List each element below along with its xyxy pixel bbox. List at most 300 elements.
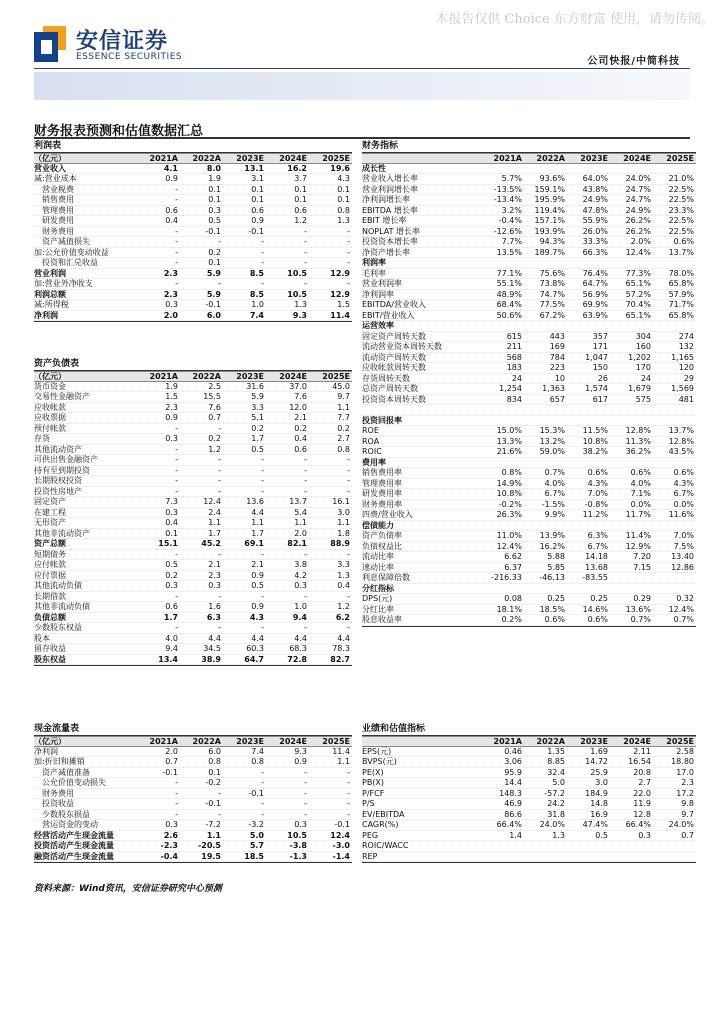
cell-value [524, 258, 567, 268]
cell-value: 1,363 [542, 384, 565, 393]
cell-value: 12.0 [289, 402, 307, 412]
row-label: 利润总额 [34, 289, 66, 299]
cell-value: 66.4% [625, 820, 651, 829]
cell-value: 12.4% [496, 541, 522, 551]
cell-value: 25.9 [590, 767, 608, 777]
cell-value: - [261, 258, 264, 267]
cell-value: 1,569 [671, 384, 694, 393]
cell-value: 65.8% [668, 279, 694, 288]
cell-value: -0.8% [584, 499, 608, 509]
cell-value: 93.6% [539, 174, 565, 183]
cell-value: 66.3% [582, 247, 608, 257]
cell-value [524, 584, 567, 594]
cell-value: 24.0% [539, 820, 565, 829]
cell-value: 2.0 [163, 310, 178, 320]
table-row [362, 300, 696, 311]
table-end-rule [362, 626, 696, 627]
cell-value: - [347, 767, 350, 777]
cell-value: 150 [592, 363, 608, 372]
cell-value: - [218, 591, 221, 601]
cell-value: 1.9 [208, 174, 221, 183]
cell-value: - [304, 591, 307, 601]
cell-value [610, 416, 653, 426]
cell-value: - [261, 799, 264, 808]
cell-value: 13.7 [289, 497, 307, 506]
cell-value: 16.9 [590, 809, 608, 819]
cell-value [524, 405, 567, 415]
table-row [362, 437, 696, 448]
cell-value: 65.1% [625, 310, 651, 320]
table-row [362, 820, 696, 831]
cell-value: -0.1 [248, 788, 264, 798]
cell-value [653, 405, 696, 415]
table-row [362, 174, 696, 185]
cell-value: 1.4 [509, 830, 522, 840]
table-header [34, 736, 352, 747]
row-label: 加:营业外净收支 [34, 279, 93, 288]
table-row [362, 458, 696, 469]
table-row [362, 521, 696, 532]
cell-value: 575 [635, 394, 651, 404]
cell-value: - [175, 444, 178, 454]
table-row [34, 497, 352, 508]
cell-value: 12.9 [330, 289, 350, 299]
cell-value: 120 [678, 363, 694, 372]
table-header [362, 153, 696, 164]
cell-value: 1,202 [628, 352, 651, 362]
cell-value: 11.2% [582, 510, 608, 519]
table-row [362, 594, 696, 605]
cell-value: -13.4% [493, 195, 522, 204]
row-label: 投资收益 [34, 799, 74, 808]
cell-value: 2023E [580, 737, 608, 746]
cell-value [524, 321, 567, 331]
cell-value: 13.40 [671, 552, 694, 561]
cell-value: -0.1 [248, 226, 264, 236]
cell-value: 56.9% [582, 289, 608, 299]
cell-value: 38.2% [582, 447, 608, 456]
cell-value: -3.0 [332, 841, 350, 850]
cell-value: 9.4 [292, 612, 307, 622]
cell-value: 14.4 [504, 778, 522, 787]
cell-value: 0.8 [337, 205, 350, 215]
cell-value: 0.3 [638, 830, 651, 840]
cash-flow-statement [34, 723, 352, 863]
cell-value: - [304, 279, 307, 288]
table-row [34, 487, 352, 498]
cell-value: 3.7 [294, 174, 307, 183]
cell-value: 13.9% [539, 531, 565, 540]
row-label: 利润率 [362, 258, 386, 267]
cell-value: 1,574 [585, 384, 608, 393]
row-label: 分红指标 [362, 583, 394, 593]
cell-value: 0.2 [208, 434, 221, 443]
row-label: 长期股权投资 [34, 476, 82, 485]
row-label: PE(X) [362, 767, 384, 777]
cell-value: 13.5% [496, 247, 522, 257]
cell-value: 0.4 [294, 434, 307, 443]
cell-value: 0.6 [294, 444, 307, 454]
cell-value: 0.6% [544, 615, 565, 624]
cell-value: - [175, 455, 178, 464]
cell-value: 0.1 [208, 184, 221, 194]
cell-value: 2024E [623, 154, 651, 163]
cell-value: 2.11 [633, 746, 651, 756]
cell-value [524, 416, 567, 426]
table-row [362, 426, 696, 437]
row-label: 流动营业资本周转天数 [362, 342, 442, 351]
cell-value: 2021A [149, 737, 178, 746]
cell-value: 59.0% [539, 447, 565, 456]
cell-value: 55.9% [582, 216, 608, 225]
cell-value [653, 416, 696, 426]
cell-value: 0.7% [673, 615, 694, 624]
cell-value: 17.0 [676, 767, 694, 777]
cell-value: 36.2% [625, 447, 651, 456]
cell-value: 13.6% [625, 604, 651, 614]
table-row [34, 539, 352, 550]
cell-value: 1.1 [337, 757, 350, 766]
cell-value: 0.8 [251, 757, 264, 766]
cell-value: 43.5% [668, 447, 694, 456]
row-label: （亿元） [34, 154, 66, 163]
row-label: 四费/营业收入 [362, 510, 413, 519]
cell-value: 21.0% [668, 174, 694, 183]
row-label: EBITDA/营业收入 [362, 300, 426, 309]
cell-value: 4.2 [294, 570, 307, 580]
table-row [362, 311, 696, 322]
cell-value: 0.2 [294, 423, 307, 433]
table-row [34, 290, 352, 301]
cell-value: 4.4 [294, 633, 307, 643]
cell-value: 11.5% [582, 426, 608, 435]
income-statement [34, 140, 352, 322]
row-label: 毛利率 [362, 268, 386, 278]
cell-value: 18.80 [671, 757, 694, 766]
cell-value: - [347, 465, 350, 475]
cell-value: 68.3 [289, 644, 307, 653]
cell-value: 7.15 [633, 562, 651, 572]
table-row [362, 747, 696, 758]
cell-value: 31.8 [547, 809, 565, 819]
table-row [362, 615, 696, 626]
cell-value: 8.0 [206, 163, 221, 173]
cell-value: 16.54 [628, 757, 651, 766]
row-label: 其他流动负债 [34, 581, 82, 590]
cell-value: -216.33 [491, 573, 522, 582]
cell-value: 18.1% [496, 604, 522, 614]
cell-value: - [218, 423, 221, 433]
table-row [362, 778, 696, 789]
cell-value: 1.1 [337, 402, 350, 412]
row-label: 流动比率 [362, 552, 394, 561]
cell-value: 211 [506, 342, 522, 351]
table-row [34, 424, 352, 435]
cell-value: 4.3 [249, 612, 264, 622]
cell-value: 24 [511, 373, 522, 383]
table-row [34, 852, 352, 863]
row-label: 销售费用率 [362, 468, 402, 477]
table-row [362, 206, 696, 217]
cell-value: 22.5% [668, 195, 694, 204]
cell-value [481, 521, 524, 531]
row-label: EBIT/营业收入 [362, 310, 415, 320]
cell-value: 15.3% [539, 426, 565, 435]
cell-value: 2025E [666, 154, 694, 163]
cell-value: 2.5 [208, 381, 221, 391]
cell-value: - [261, 465, 264, 475]
cell-value: 65.1% [625, 279, 651, 288]
table-row [362, 416, 696, 427]
cell-value: 12.4 [203, 497, 221, 506]
table-row [362, 237, 696, 248]
table-row [34, 831, 352, 842]
cell-value: - [175, 258, 178, 267]
cell-value: 1.0 [251, 300, 264, 309]
cell-value: -1.4 [332, 851, 350, 861]
table-row [34, 311, 352, 322]
cell-value: 4.1 [163, 163, 178, 173]
cell-value: - [175, 184, 178, 194]
row-label: 交易性金融资产 [34, 392, 90, 401]
cell-value: 26.2% [625, 216, 651, 225]
cell-value: 0.08 [504, 594, 522, 603]
cell-value: 0.7 [208, 413, 221, 422]
cell-value: 5.0 [552, 778, 565, 787]
cell-value: 274 [678, 331, 694, 341]
cell-value: 2.58 [676, 746, 694, 756]
cell-value: 0.0% [630, 499, 651, 509]
cell-value: 1.7 [163, 612, 178, 622]
table-row [34, 300, 352, 311]
cell-value: 11.3% [625, 436, 651, 446]
table-row [34, 455, 352, 466]
cell-value: -20.5 [197, 841, 221, 850]
cell-value: 2022A [192, 372, 221, 381]
cell-value: 1,679 [628, 384, 651, 393]
cell-value: 23.3% [668, 205, 694, 215]
cell-value: 11.4 [330, 310, 350, 320]
cell-value: 615 [506, 331, 522, 341]
cell-value: -1.3 [289, 851, 307, 861]
cell-value: - [347, 591, 350, 601]
cell-value: - [347, 799, 350, 808]
cell-value: 0.1 [294, 195, 307, 204]
valuation-indicators [362, 723, 696, 863]
cell-value: 24.0% [625, 174, 651, 183]
cell-value: 0.6% [587, 615, 608, 624]
cell-value: 1.5 [337, 300, 350, 309]
cell-value: 65.8% [668, 310, 694, 320]
cell-value: 0.9 [251, 216, 264, 225]
table-row [362, 447, 696, 458]
cell-value: 0.3 [165, 434, 178, 443]
cell-value: 69.9% [582, 300, 608, 309]
cell-value: - [304, 476, 307, 485]
cell-value: 2022A [536, 154, 565, 163]
row-label: ROE [362, 426, 379, 435]
cell-value: 1.0 [294, 602, 307, 611]
cell-value: -0.2% [498, 499, 522, 509]
row-label: CAGR(%) [362, 820, 399, 829]
cell-value [653, 584, 696, 594]
cell-value: 2.3 [681, 778, 694, 787]
cell-value: 0.6% [673, 237, 694, 246]
cell-value: 0.5 [251, 581, 264, 590]
cell-value: 617 [592, 394, 608, 404]
cell-value: 0.25 [590, 594, 608, 603]
row-label: 融资活动产生现金流量 [34, 851, 114, 861]
cell-value: 74.7% [539, 289, 565, 299]
row-label: 固定资产周转天数 [362, 331, 426, 341]
cell-value: 50.6% [496, 310, 522, 320]
cell-value: 7.7% [501, 237, 522, 246]
cell-value: 64.7% [582, 279, 608, 288]
cell-value [567, 321, 610, 331]
cell-value: 0.5 [165, 560, 178, 569]
table-row [362, 757, 696, 768]
table-row [34, 560, 352, 571]
cell-value: - [347, 226, 350, 236]
row-label: 营业税费 [34, 184, 74, 194]
row-label: 股本 [34, 633, 50, 643]
cell-value: - [218, 486, 221, 496]
cell-value: 46.9 [504, 799, 522, 808]
row-label: 利息保障倍数 [362, 573, 410, 582]
cell-value: 24.7% [625, 184, 651, 194]
cell-value: 0.8 [337, 444, 350, 454]
cell-value: -7.2 [205, 820, 221, 829]
table-row [362, 563, 696, 574]
cell-value: 0.6% [673, 468, 694, 477]
row-label: 负债总额 [34, 612, 66, 622]
cell-value: 24 [640, 373, 651, 383]
cell-value: 32.4 [547, 767, 565, 777]
cell-value: 2.3 [163, 268, 178, 278]
cell-value: 1.2 [208, 444, 221, 454]
table-row [34, 227, 352, 238]
row-label [362, 154, 481, 163]
cell-value: 0.6% [587, 468, 608, 477]
cell-value: -0.1 [205, 226, 221, 236]
header-divider [34, 68, 690, 69]
cell-value: 71.7% [668, 300, 694, 309]
cell-value [524, 852, 567, 862]
cell-value: 9.4 [165, 644, 178, 653]
cell-value: - [347, 788, 350, 798]
cell-value: 568 [506, 352, 522, 362]
cell-value: 16.1 [332, 497, 350, 506]
table-row [362, 321, 696, 332]
cell-value: 3.3 [337, 560, 350, 569]
cell-value: 72.8 [287, 654, 307, 664]
cell-value: 18.5 [244, 851, 264, 861]
row-label: 持有至到期投资 [34, 465, 90, 475]
cell-value: 14.8 [590, 799, 608, 808]
cell-value: 12.4 [330, 830, 350, 840]
cell-value: 0.1 [208, 258, 221, 267]
cell-value: 77.3% [625, 268, 651, 278]
cell-value: -13.5% [493, 184, 522, 194]
cell-value: 0.1 [208, 767, 221, 777]
cell-value: 37.0 [289, 381, 307, 391]
cell-value: 15.1 [158, 539, 178, 548]
section-title: 财务指标 [362, 140, 696, 153]
cell-value: 6.7% [673, 489, 694, 498]
row-label: PEG [362, 830, 379, 840]
row-label: 减:所得税 [34, 300, 69, 309]
cell-value: - [304, 778, 307, 787]
cell-value: 38.9 [201, 654, 221, 664]
cell-value: 0.9 [294, 757, 307, 766]
cell-value: 2021A [149, 154, 178, 163]
row-label: 研发费用 [34, 216, 74, 225]
cell-value: 657 [549, 394, 565, 404]
cell-value: - [175, 591, 178, 601]
cell-value: 0.3 [165, 300, 178, 309]
table-row [362, 542, 696, 553]
cell-value: - [261, 237, 264, 246]
cell-value: 2.1 [251, 560, 264, 569]
cell-value: 1.3 [294, 300, 307, 309]
row-label: 存货周转天数 [362, 373, 410, 383]
cell-value: 0.4 [165, 216, 178, 225]
row-label: 可供出售金融资产 [34, 455, 98, 464]
cell-value: - [347, 486, 350, 496]
row-label: 股东权益 [34, 654, 66, 664]
cell-value: 183 [506, 363, 522, 372]
watermark: 本报告仅供 Choice 东方财富 使用，请勿传阅。 [435, 12, 714, 27]
table-row [362, 500, 696, 511]
cell-value: 11.9 [633, 799, 651, 808]
cell-value: 0.5 [208, 216, 221, 225]
cell-value [610, 405, 653, 415]
table-row [362, 279, 696, 290]
cell-value: 1.35 [547, 746, 565, 756]
cell-value: 0.3 [208, 205, 221, 215]
cell-value: 5.7 [249, 841, 264, 850]
cell-value: 4.3% [673, 478, 694, 488]
cell-value: - [175, 623, 178, 632]
row-label: 成长性 [362, 163, 386, 173]
cell-value: 0.46 [504, 746, 522, 756]
cell-value: 2.1 [208, 560, 221, 569]
cell-value: - [261, 623, 264, 632]
cell-value: 1.1 [251, 518, 264, 527]
table-row [34, 571, 352, 582]
table-header [34, 371, 352, 382]
table-row [34, 655, 352, 666]
row-label: （亿元） [34, 372, 66, 381]
cell-value: 45.2 [201, 539, 221, 548]
cell-value: 88.9 [330, 539, 350, 548]
cell-value: 8.5 [249, 268, 264, 278]
cell-value: 82.7 [330, 654, 350, 664]
cell-value: -0.4 [160, 851, 178, 861]
cell-value: - [261, 591, 264, 601]
table-row [362, 799, 696, 810]
cell-value: 13.3% [496, 436, 522, 446]
cell-value: 4.3% [587, 478, 608, 488]
cell-value: - [304, 788, 307, 798]
cell-value: 8.5 [249, 289, 264, 299]
cell-value: 2.0 [294, 528, 307, 538]
cell-value: 3.8 [294, 560, 307, 569]
cell-value: 193.9% [534, 226, 565, 236]
cell-value: 26.3% [496, 510, 522, 519]
table-row [34, 841, 352, 852]
cell-value: 223 [549, 363, 565, 372]
